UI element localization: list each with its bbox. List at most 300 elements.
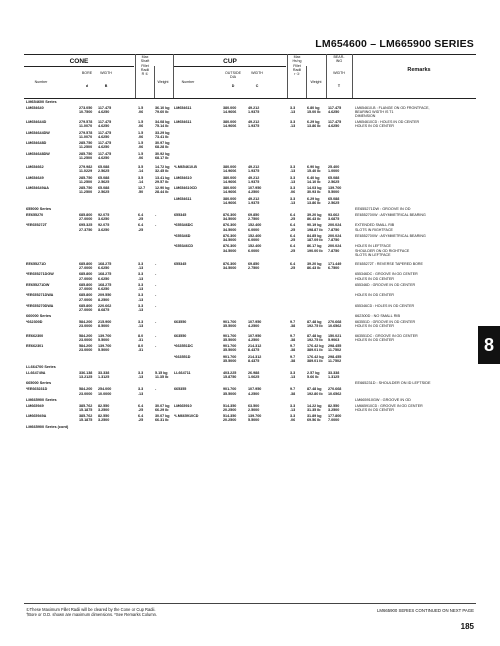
- bearing-table-body: [24, 100, 476, 430]
- cone-weight-value: -: [155, 272, 157, 277]
- divider: [306, 66, 307, 98]
- cone-width-value: 92.075 3.6250: [98, 212, 110, 222]
- table-row: [24, 387, 476, 398]
- cup-weight-value: 14.03 kg 30.93 lb: [307, 186, 322, 195]
- outside-dia-value: 380.000 14.9606: [223, 120, 237, 129]
- remarks-text: LM665910GW : GROOVE IN OD: [355, 397, 411, 402]
- cone-weight-value: 5.15 kg 11.35 lb: [155, 370, 169, 380]
- hsg-fillet-value: 9.7 .38: [290, 344, 296, 353]
- cup-width-value: 139.700 5.5000: [248, 414, 262, 423]
- table-row: [24, 120, 476, 131]
- cup-width-value: 69.850 2.7500: [248, 261, 260, 271]
- bore-value: 285.750 11.2500: [79, 175, 93, 184]
- cone-number: LM654662: [26, 165, 44, 170]
- hsg-fillet-value: 3.3 .13: [290, 120, 296, 129]
- page-title: LM654600 – LM665900 SERIES: [315, 38, 474, 50]
- cone-number: LM654649: [26, 175, 44, 180]
- cone-weight-value: 30.92 kg 68.17 lb: [155, 151, 170, 160]
- cone-number: LM665949A: [26, 414, 47, 419]
- cup-width-value: 49.212 1.9375: [248, 175, 260, 184]
- table-row: [24, 197, 476, 208]
- outside-dia-value: 514.350 20.2500: [223, 414, 237, 423]
- table-row: [24, 213, 476, 224]
- remarks-text: EE665231D : SHOULDER ON ID LEFTSIDE: [355, 381, 431, 386]
- divider: [326, 54, 327, 98]
- shaft-fillet-value: 3.5 .14: [138, 165, 144, 174]
- cone-number: LM654644D: [26, 120, 47, 125]
- cup-width-symbol: C: [255, 84, 259, 88]
- cup-number-header: Number: [181, 80, 195, 84]
- shaft-fillet-value: 6.4 .25: [138, 212, 144, 222]
- outside-dia-value: 514.350 20.2500: [223, 403, 237, 412]
- outside-dia-value: 876.300 34.5000: [223, 261, 237, 271]
- bore-header: BORE: [81, 71, 93, 75]
- cup-weight-value: 86.17 kg 190.00 lb: [307, 244, 323, 253]
- cone-width-value: 139.700 5.5000: [98, 344, 112, 353]
- cup-weight-value: 6.29 kg 13.86 lb: [307, 196, 321, 205]
- header-bottom-rule: [24, 98, 476, 99]
- cone-width-value: 139.700 5.5000: [98, 333, 112, 342]
- bearing-width-value: 25.400 1.0000: [328, 165, 340, 174]
- cone-number: EE655271D: [26, 261, 46, 266]
- hsg-fillet-value: 3.3 .06: [290, 414, 296, 423]
- bore-value: 285.750 11.2500: [79, 141, 93, 150]
- cone-weight-value: -: [155, 223, 157, 228]
- hsg-fillet-value: 9.7 .38: [290, 320, 296, 329]
- cone-width-value: 65.088 2.5625: [98, 175, 110, 184]
- shaft-fillet-value: 6.4 .25: [138, 223, 144, 232]
- outside-dia-value: 876.300 34.5000: [223, 223, 237, 232]
- remarks-text: 655346CD : HOLES IN OD CENTER: [355, 303, 415, 308]
- cup-width-value: 152.400 6.0000: [248, 244, 262, 253]
- table-row: [24, 344, 476, 355]
- cup-group-label: CUP: [223, 58, 237, 65]
- bore-value: 279.982 11.0229: [79, 165, 93, 174]
- cone-number: EE662300: [26, 333, 44, 338]
- series-label: LM665900 Series (cont): [26, 424, 69, 429]
- cone-weight-value: -: [155, 293, 157, 298]
- outside-dia-value: 901.700 35.5000: [223, 387, 237, 396]
- bore-value: 385.762 15.1875: [79, 414, 93, 423]
- cone-width-value: 117.475 4.6250: [98, 120, 112, 129]
- cup-weight-value: 6.90 kg 15.40 lb: [307, 165, 321, 174]
- cone-number: LM654644DW: [26, 130, 50, 135]
- hsg-fillet-value: 3.3 .13: [290, 403, 296, 412]
- cup-weight-value: 6.29 kg 13.86 lb: [307, 120, 321, 129]
- cup-weight-value: 87.48 kg 192.75 lb: [307, 320, 323, 329]
- cone-width-symbol: B: [104, 84, 108, 88]
- hsg-fillet-value: 9.7 .38: [290, 333, 296, 342]
- cup-width-value: 214.312 8.4375: [248, 344, 262, 353]
- cup-number: *LM665910CD: [174, 414, 199, 419]
- table-row: [24, 141, 476, 152]
- cup-width-value: 69.850 2.7500: [248, 212, 260, 222]
- series-heading: [24, 425, 476, 431]
- bearing-width-value: 298.455 11.7502: [328, 344, 342, 353]
- bore-value: 685.800 27.0000: [79, 272, 93, 281]
- cup-width-value: 49.212 1.9375: [248, 105, 260, 115]
- bore-value: 385.762 15.1875: [79, 403, 93, 412]
- hsg-fillet-value: 9.7 .38: [290, 354, 296, 363]
- cup-weight-value: 14.22 kg 31.35 lb: [307, 403, 322, 412]
- cone-number: *EE655272T: [26, 223, 47, 228]
- remarks-text: EE655272T : REVERSE TAPERED BORE: [355, 261, 423, 266]
- remarks-text: EXTENDED SMALL RIB SLOTS IN RIGHTFACE: [355, 223, 395, 232]
- cup-number: LM654611: [174, 196, 192, 201]
- bore-value: 685.800 27.0000: [79, 303, 93, 313]
- hsg-fillet-value: 6.4 .25: [290, 233, 296, 243]
- shaft-fillet-value: 1.5 .06: [138, 141, 144, 150]
- hsg-fillet-value: 6.4 .25: [290, 244, 296, 253]
- shaft-fillet-value: 8.0 .31: [138, 344, 144, 353]
- cone-number: EE662301: [26, 344, 44, 349]
- table-row: [24, 131, 476, 142]
- bearing-width-value: 171.449 6.7500: [328, 261, 342, 271]
- divider: [154, 66, 155, 98]
- cup-width-value: 49.212 1.9375: [248, 165, 260, 174]
- bearing-width-value: 200.024 7.8750: [328, 233, 342, 243]
- bearing-width-value: 82.550 3.2500: [328, 403, 340, 412]
- cone-width-value: 65.088 2.5625: [98, 186, 110, 195]
- table-row: [24, 106, 476, 120]
- bore-value: 285.750 11.2500: [79, 186, 93, 195]
- shaft-fillet-value: 3.3 .13: [138, 370, 144, 380]
- remarks-text: 655346DC : GROOVE IN OD CENTER HOLES IN OD CENTER: [355, 272, 418, 281]
- cone-width-value: 82.550 3.2500: [98, 403, 110, 412]
- cone-weight-value: -: [155, 320, 157, 325]
- cup-number: *LM654610-B: [174, 165, 197, 170]
- bore-value: 584.200 23.0000: [79, 387, 93, 396]
- cone-width-value: 82.550 3.2500: [98, 414, 110, 423]
- shaft-fillet-value: 3.3 .13: [138, 303, 144, 313]
- cone-number: LM654648D: [26, 141, 47, 146]
- bore-value: 279.578 11.0070: [79, 130, 93, 139]
- cup-weight-value: 84.85 kg 187.09 lb: [307, 233, 323, 243]
- shaft-fillet-value: 3.3 .13: [138, 282, 144, 292]
- continued-note: LM665900 SERIES CONTINUED ON NEXT PAGE: [376, 608, 474, 613]
- outside-dia-value: 403.225 15.8750: [223, 370, 237, 380]
- cone-weight-value: 30.07 kg 66.31 lb: [155, 414, 170, 423]
- footnote-fillet: ①These Maximum Fillet Radii will be cleared by the Cone or Cup Radii.: [26, 607, 156, 612]
- bore-value: 685.800 27.0000: [79, 282, 93, 292]
- outside-dia-value: 380.000 14.9606: [223, 165, 237, 174]
- cone-width-value: 215.900 8.5000: [98, 320, 112, 329]
- cone-weight-header: Weight: [157, 80, 169, 84]
- shaft-fillet-value: 3.3 .13: [138, 293, 144, 302]
- outside-dia-header: OUTSIDE DIA: [225, 71, 241, 80]
- footer-rule: [24, 603, 476, 604]
- shaft-fillet-value: 6.4 .25: [138, 414, 144, 423]
- table-row: [24, 272, 476, 283]
- table-row: [24, 404, 476, 415]
- remarks-text: 663551D : GROOVE IN OD CENTER HOLES IN OD CENTER: [355, 320, 416, 329]
- series-label: 665000 Series: [26, 381, 52, 386]
- cone-number: *EE655270DWA: [26, 303, 54, 308]
- cone-number: LM665949: [26, 403, 44, 408]
- bearing-width-value: 117.475 4.6250: [328, 120, 342, 129]
- outside-dia-value: 901.700 35.5000: [223, 320, 237, 329]
- shaft-fillet-value: 1.5 .06: [138, 120, 144, 129]
- cone-number: EE655270: [26, 212, 44, 217]
- outside-dia-value: 901.700 35.5000: [223, 333, 237, 342]
- cup-rule: [174, 66, 286, 67]
- cone-width-value: 254.000 10.0000: [98, 387, 112, 396]
- table-row: [24, 283, 476, 294]
- table-row: [24, 293, 476, 304]
- cone-number-header: Number: [34, 80, 48, 84]
- cup-number: LM654610CD: [174, 186, 197, 191]
- cup-number: *655346D: [174, 233, 191, 238]
- outside-dia-value: 380.000 14.9606: [223, 186, 237, 195]
- cone-width-value: 209.550 8.2500: [98, 293, 112, 302]
- cup-width-value: 107.950 4.2500: [248, 333, 262, 342]
- cup-number: LL664711: [174, 370, 191, 375]
- cup-weight-header: Weight: [310, 80, 322, 84]
- cone-weight-value: -: [155, 387, 157, 392]
- max-hsg-fillet-label: Max Hs'ng Fillet Radii r ①: [292, 55, 302, 77]
- od-symbol: D: [231, 84, 235, 88]
- table-row: [24, 152, 476, 163]
- cup-number: 663550: [174, 320, 187, 325]
- cup-weight-value: 39.20 kg 86.43 lb: [307, 212, 322, 222]
- cup-number: *655346DC: [174, 223, 194, 228]
- cone-number: *EE665231D: [26, 387, 48, 392]
- cone-number: *EE655271DWA: [26, 293, 54, 298]
- cone-weight-value: 36.10 kg 79.60 lb: [155, 105, 170, 115]
- bore-value: 695.325 27.3750: [79, 223, 93, 232]
- bearing-group-label: BEAR- ING: [333, 55, 345, 64]
- cone-width-value: 168.275 6.6250: [98, 282, 112, 292]
- cup-number: 665355: [174, 387, 187, 392]
- cone-number: *662300D: [26, 320, 43, 325]
- cup-weight-value: 176.42 kg 389.01 lb: [307, 354, 324, 363]
- cup-width-value: 214.312 8.4375: [248, 354, 262, 363]
- bore-symbol: d: [85, 84, 89, 88]
- cup-width-value: 107.950 4.2500: [248, 320, 262, 329]
- cone-group-label: CONE: [69, 58, 89, 65]
- shaft-fillet-value: 3.3 .13: [138, 320, 144, 329]
- cone-width-value: 117.475 4.6250: [98, 130, 112, 139]
- cone-number: LL664749A: [26, 370, 46, 375]
- remarks-text: 662300D : NO SMALL RIB: [355, 314, 401, 319]
- bore-value: 584.200 23.0000: [79, 344, 93, 353]
- outside-dia-value: 876.300 34.5000: [223, 212, 237, 222]
- cup-width-value: 49.212 1.9375: [248, 120, 260, 129]
- cone-weight-value: -: [155, 333, 157, 338]
- table-row: [24, 304, 476, 315]
- outside-dia-value: 876.300 34.5000: [223, 233, 237, 243]
- series-label: LM654600 Series: [26, 100, 57, 104]
- bore-value: 685.800 27.0000: [79, 293, 93, 302]
- bearing-width-value: 177.800 7.0000: [328, 414, 342, 423]
- cone-weight-value: -: [155, 344, 157, 349]
- bearing-width-symbol: T: [337, 84, 341, 88]
- table-row: [24, 176, 476, 187]
- bore-value: 336.138 13.2125: [79, 370, 93, 380]
- table-row: [24, 334, 476, 345]
- cone-weight-value: 34.08 kg 75.14 lb: [155, 120, 170, 129]
- series-label: LM665900 Series: [26, 397, 57, 402]
- remarks-header: Remarks: [407, 67, 431, 73]
- bearing-width-value: 270.668 10.6562: [328, 320, 342, 329]
- shaft-fillet-value: 1.5 .06: [138, 151, 144, 160]
- bearing-width-value: 298.455 11.7502: [328, 354, 342, 363]
- table-row: [24, 414, 476, 425]
- remarks-text: LM665910CD : GROOVE IN OD CENTER HOLES IN OD CENTER: [355, 403, 423, 412]
- bore-value: 273.050 10.7500: [79, 105, 93, 115]
- remarks-text: EE655270XW : ASYMMETRICAL BEARING: [355, 233, 426, 238]
- cup-weight-value: 39.20 kg 86.43 lb: [307, 261, 322, 271]
- cone-weight-value: 30.97 kg 68.28 lb: [155, 141, 170, 150]
- cone-width-value: 65.088 2.5625: [98, 165, 110, 174]
- cup-number: LM654611: [174, 120, 192, 125]
- shaft-fillet-value: 12.7 .50: [138, 186, 146, 195]
- bearing-width-value: 65.088 2.5625: [328, 175, 340, 184]
- cone-width-value: 117.475 4.6250: [98, 105, 112, 115]
- hsg-fillet-value: 6.4 .25: [290, 223, 296, 232]
- outside-dia-value: 901.700 35.5000: [223, 344, 237, 353]
- shaft-fillet-value: 3.3 .13: [138, 387, 144, 396]
- bore-value: 584.200 23.0000: [79, 333, 93, 342]
- max-shaft-fillet-label: Max Shaft Fillet Radii R ①: [140, 55, 150, 77]
- cone-number: LM654640: [26, 105, 44, 110]
- outside-dia-value: 901.700 35.5000: [223, 354, 237, 363]
- bearing-width-value: 200.024 7.8750: [328, 244, 342, 253]
- bore-value: 685.800 27.0000: [79, 212, 93, 222]
- bearing-width-value: 139.700 5.5000: [328, 186, 342, 195]
- table-row: [24, 223, 476, 234]
- remarks-text: HOLES IN OD CENTER: [355, 293, 394, 298]
- bearing-width-value: 93.662 3.6875: [328, 212, 340, 222]
- shaft-fillet-value: 6.4 .25: [138, 403, 144, 412]
- divider: [173, 54, 174, 98]
- series-label: 655000 Series: [26, 207, 52, 212]
- cone-weight-value: -: [155, 303, 157, 308]
- hsg-fillet-value: 3.3 .13: [290, 175, 296, 184]
- remarks-text: 655346D : GROOVE IN OD CENTER: [355, 282, 416, 287]
- bearing-width-value: 65.088 2.5625: [328, 196, 340, 205]
- cup-number: *655346CD: [174, 244, 194, 249]
- remarks-text: 663551DC : GROOVE IN OD CENTER HOLES IN OD CENTER: [355, 333, 418, 342]
- cone-width-header: WIDTH: [100, 71, 112, 75]
- cup-number: LM665910: [174, 403, 192, 408]
- bearing-width-header: WIDTH: [333, 71, 345, 75]
- table-row: [24, 234, 476, 245]
- cone-weight-value: -: [155, 282, 157, 287]
- page-number: 185: [460, 622, 474, 631]
- remarks-text: EE655271DW : GROOVE IN OD: [355, 207, 411, 212]
- cone-number: LM654649AA: [26, 186, 49, 191]
- bearing-width-value: 33.338 1.3125: [328, 370, 340, 380]
- shaft-fillet-value: 1.5 .06: [138, 130, 144, 139]
- cone-weight-value: -: [155, 261, 157, 266]
- table-row: [24, 186, 476, 197]
- cup-weight-value: 31.89 kg 69.56 lb: [307, 414, 322, 423]
- remarks-text: LM654610CD : HOLES IN OD CENTER HOLES IN OD CENTER: [355, 120, 420, 129]
- cup-weight-value: 6.40 kg 14.10 lb: [307, 175, 321, 184]
- hsg-fillet-value: 3.3 .13: [290, 196, 296, 205]
- series-label: LL664700 Series: [26, 365, 56, 370]
- hsg-fillet-value: 3.3 .06: [290, 186, 296, 195]
- cone-weight-value: 33.29 kg 73.41 lb: [155, 130, 170, 139]
- cup-width-value: 49.212 1.9375: [248, 196, 260, 205]
- shaft-fillet-value: 3.5 .14: [138, 175, 144, 184]
- bore-value: 584.200 23.0000: [79, 320, 93, 329]
- cup-number: 655345: [174, 212, 187, 217]
- footnotes: [26, 607, 157, 617]
- cone-width-value: 168.275 6.6250: [98, 261, 112, 271]
- cup-number: 655345: [174, 261, 187, 266]
- remarks-text: EE655270XW : ASYMMETRICAL BEARING: [355, 212, 426, 217]
- cone-width-value: 33.338 1.3125: [98, 370, 110, 380]
- cone-rule: [24, 66, 134, 67]
- cup-weight-value: 2.57 kg 5.66 lb: [307, 370, 320, 380]
- cone-number: LM654648DW: [26, 151, 50, 156]
- bearing-width-value: 270.668 10.6562: [328, 387, 342, 396]
- cone-number: *EE655271DGW: [26, 272, 54, 277]
- series-label: 660000 Series: [26, 314, 52, 319]
- bearing-width-value: 200.024 7.8750: [328, 223, 342, 232]
- cup-weight-value: 90.19 kg 198.87 lb: [307, 223, 323, 232]
- cone-width-value: 92.075 3.6250: [98, 223, 110, 232]
- table-row: [24, 244, 476, 258]
- cup-width-value: 26.988 1.0625: [248, 370, 260, 380]
- bearing-width-value: 117.475 4.6250: [328, 105, 342, 115]
- cone-weight-value: 14.72 kg 32.45 lb: [155, 165, 170, 174]
- table-header: [24, 54, 476, 98]
- cone-weight-value: -: [155, 212, 157, 217]
- table-row: [24, 165, 476, 176]
- hsg-fillet-value: 3.3 .13: [290, 165, 296, 174]
- hsg-fillet-value: 6.4 .25: [290, 261, 296, 271]
- hsg-fillet-value: 6.4 .25: [290, 212, 296, 222]
- cup-number: LM654611: [174, 105, 192, 110]
- cup-width-value: 107.950 4.2500: [248, 186, 262, 195]
- hsg-fillet-value: 3.3 .13: [290, 105, 296, 115]
- shaft-fillet-value: 8.0 .31: [138, 333, 144, 342]
- divider: [287, 54, 288, 98]
- cone-width-value: 220.662 8.6875: [98, 303, 112, 313]
- shaft-fillet-value: 3.3 .13: [138, 261, 144, 271]
- section-tab: 8: [478, 326, 500, 364]
- cup-width-value: 63.500 2.5000: [248, 403, 260, 412]
- divider: [352, 54, 353, 98]
- cup-width-value: 152.400 6.0000: [248, 223, 262, 232]
- table-row: [24, 355, 476, 366]
- cup-number: *663551DC: [174, 344, 194, 349]
- cup-number: *663551D: [174, 354, 191, 359]
- cone-weight-value: 13.41 kg 29.57 lb: [155, 175, 170, 184]
- cup-number: 663550: [174, 333, 187, 338]
- cup-weight-value: 87.48 kg 192.75 lb: [307, 333, 323, 342]
- outside-dia-value: 380.000 14.9606: [223, 105, 237, 115]
- footnote-bore: †Bore or O.D. shown are maximum dimensions. *See Remarks Column.: [26, 612, 158, 618]
- bore-value: 285.750 11.2500: [79, 151, 93, 160]
- cup-width-value: 152.400 6.0000: [248, 233, 262, 243]
- table-row: [24, 320, 476, 331]
- cone-number: EE655271DW: [26, 282, 50, 287]
- header-top-rule: [24, 54, 476, 55]
- cup-weight-value: 87.48 kg 192.80 lb: [307, 387, 323, 396]
- remarks-text: LM654610-B : FLANGE ON OD FRONTFACE, BEARING WIDTH IS T1 DIMENSION: [355, 105, 430, 119]
- divider: [135, 54, 136, 98]
- remarks-text: HOLES IN LEFTFACE SHOULDER ON OD RIGHTFACE SLOTS IN LEFTFACE: [355, 244, 410, 258]
- cup-number: LM654610: [174, 175, 192, 180]
- table-row: [24, 371, 476, 382]
- cup-width-value: 107.950 4.2500: [248, 387, 262, 396]
- table-row: [24, 262, 476, 273]
- shaft-fillet-value: 1.5 .06: [138, 105, 144, 115]
